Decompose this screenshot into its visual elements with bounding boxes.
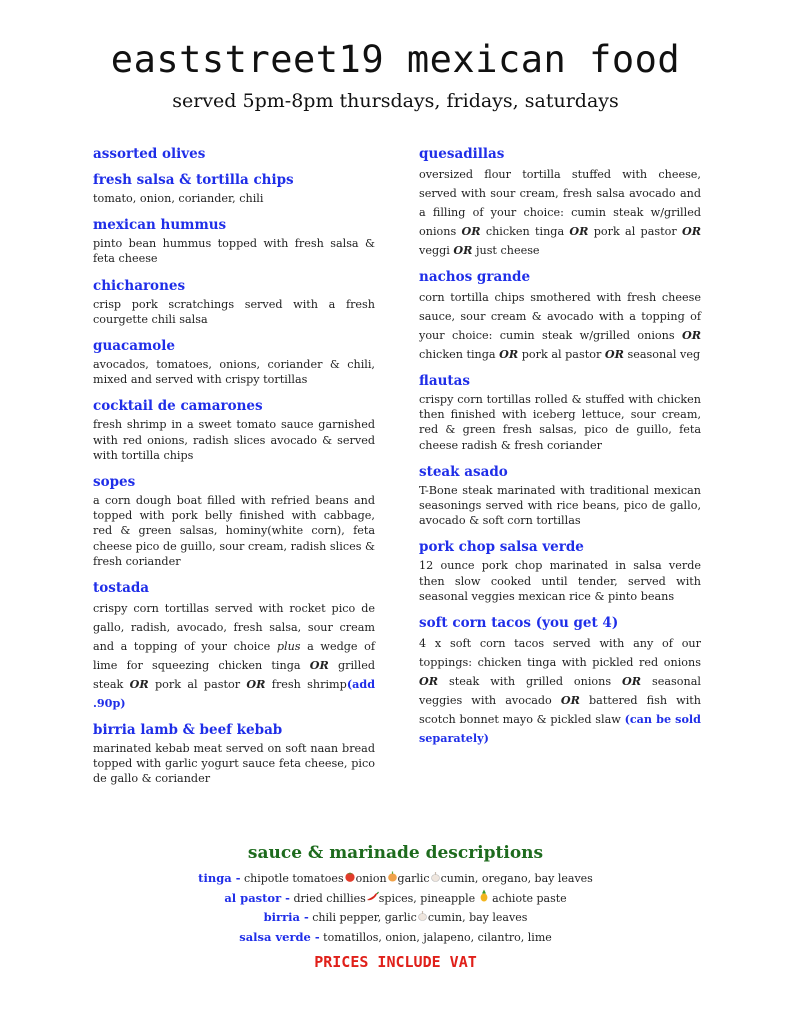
menu-item [93, 721, 375, 787]
menu-item [93, 473, 375, 569]
sauce-line-al-pastor: al pastor - dried chillies spices, pineapple achiote paste [224, 890, 567, 905]
sauce-line-tinga: tinga - chipotle tomatoes onion garlic cumin, oregano, bay leaves [198, 871, 593, 885]
item-desc: 12 ounce pork chop marinated in salsa verde then slow cooked until tender, served with seasonal veggies mexican rice & pinto beans [419, 559, 701, 603]
menu-item [93, 216, 375, 266]
item-desc: fresh shrimp in a sweet tomato sauce garnished with red onions, radish slices avocado & served with tortilla chips [93, 418, 375, 462]
garlic-icon [430, 871, 441, 882]
sauce-line-salsa-verde: salsa verde - tomatillos, onion, jalapeno, cilantro, lime [239, 929, 552, 944]
garlic-icon [417, 910, 428, 921]
item-desc: tomato, onion, coriander, chili [93, 192, 264, 205]
menu-item [93, 171, 375, 206]
item-desc: crispy corn tortillas served with rocket pico de gallo, radish, avocado, fresh salsa, sour cream and a topping of your choice plus a wedge of lime for squeezing chicken tinga OR grilled steak OR pork al pastor OR fresh shrimp(add .90p) [93, 602, 376, 711]
page-subtitle: served 5pm-8pm thursdays, fridays, saturdays [172, 90, 619, 112]
item-desc: marinated kebab meat served on soft naan bread topped with garlic yogurt sauce feta cheese, pico de gallo & coriander [93, 742, 375, 786]
menu-item [419, 463, 701, 529]
tomato-icon [344, 871, 356, 882]
item-name: pork chop salsa verde [419, 539, 584, 556]
item-name: cocktail de camarones [93, 398, 263, 415]
pineapple-icon [479, 889, 489, 902]
sauce-heading: sauce & marinade descriptions [247, 843, 544, 863]
sauce-section [0, 843, 791, 947]
menu-item [93, 397, 375, 463]
item-name: flautas [419, 373, 470, 389]
item-name: mexican hummus [93, 217, 227, 234]
menu-item [93, 579, 375, 713]
item-desc: corn tortilla chips smothered with fresh cheese sauce, sour cream & avocado with a topping of your choice: cumin steak w/grilled onions OR chicken tinga OR pork al pastor OR seasonal veg [419, 291, 701, 361]
item-name: sopes [93, 474, 136, 491]
item-name: assorted olives [93, 146, 206, 162]
menu-item [93, 145, 375, 163]
menu-item [419, 372, 701, 453]
price-addon: (add .90p) [93, 677, 376, 711]
item-name: soft corn tacos (you get 4) [419, 615, 619, 632]
chili-icon [366, 891, 379, 902]
item-name: birria lamb & beef kebab [93, 722, 283, 739]
item-name: quesadillas [419, 146, 505, 162]
menu-item [93, 337, 375, 387]
item-desc: oversized flour tortilla stuffed with cheese, served with sour cream, fresh salsa avocado and a filling of your choice: cumin steak w/grilled onions OR chicken tinga OR pork al pastor OR veggi OR just cheese [419, 168, 702, 257]
menu-column-right [419, 145, 701, 748]
menu-item [419, 538, 701, 604]
item-desc: crisp pork scratchings served with a fresh courgette chili salsa [93, 297, 375, 326]
sauce-line-birria: birria - chili pepper, garlic cumin, bay leaves [263, 910, 528, 924]
item-name: steak asado [419, 463, 508, 480]
item-desc: crispy corn tortillas rolled & stuffed with chicken then finished with iceberg lettuce, sour cream, red & green fresh salsas, pico de guillo, feta cheese radish & fresh coriander [419, 393, 701, 452]
item-name: guacamole [93, 338, 175, 355]
item-name: chicharones [93, 277, 186, 294]
item-name: fresh salsa & tortilla chips [93, 172, 294, 188]
item-name: tostada [93, 580, 150, 597]
menu-item [419, 145, 701, 260]
note-badge: (can be sold separately) [419, 712, 701, 746]
onion-icon [387, 871, 398, 882]
item-name: nachos grande [419, 269, 531, 285]
prices-note: PRICES INCLUDE VAT [314, 953, 477, 971]
item-desc: a corn dough boat filled with refried beans and topped with pork belly finished with cabbage, red & green salsas, hominy(white corn), feta cheese pico de guillo, sour cream, radish slices & fresh coriander [93, 494, 375, 568]
menu-item [419, 614, 701, 748]
menu-item [419, 268, 701, 364]
item-desc: avocados, tomatoes, onions, coriander & chili, mixed and served with crispy tortillas [93, 358, 375, 387]
item-desc: 4 x soft corn tacos served with any of our toppings: chicken tinga with pickled red onions OR steak with grilled onions OR seasonal veggies with avocado OR battered fish with scotch bonnet mayo & pickled slaw (can be sold separately) [419, 637, 702, 746]
item-desc: pinto bean hummus topped with fresh salsa & feta cheese [93, 237, 375, 266]
page-title: eaststreet19 mexican food [110, 38, 681, 81]
menu-column-left [93, 145, 375, 787]
item-desc: T-Bone steak marinated with traditional mexican seasonings served with rice beans, pico de gallo, avocado & soft corn tortillas [419, 483, 701, 528]
menu-item [93, 277, 375, 327]
